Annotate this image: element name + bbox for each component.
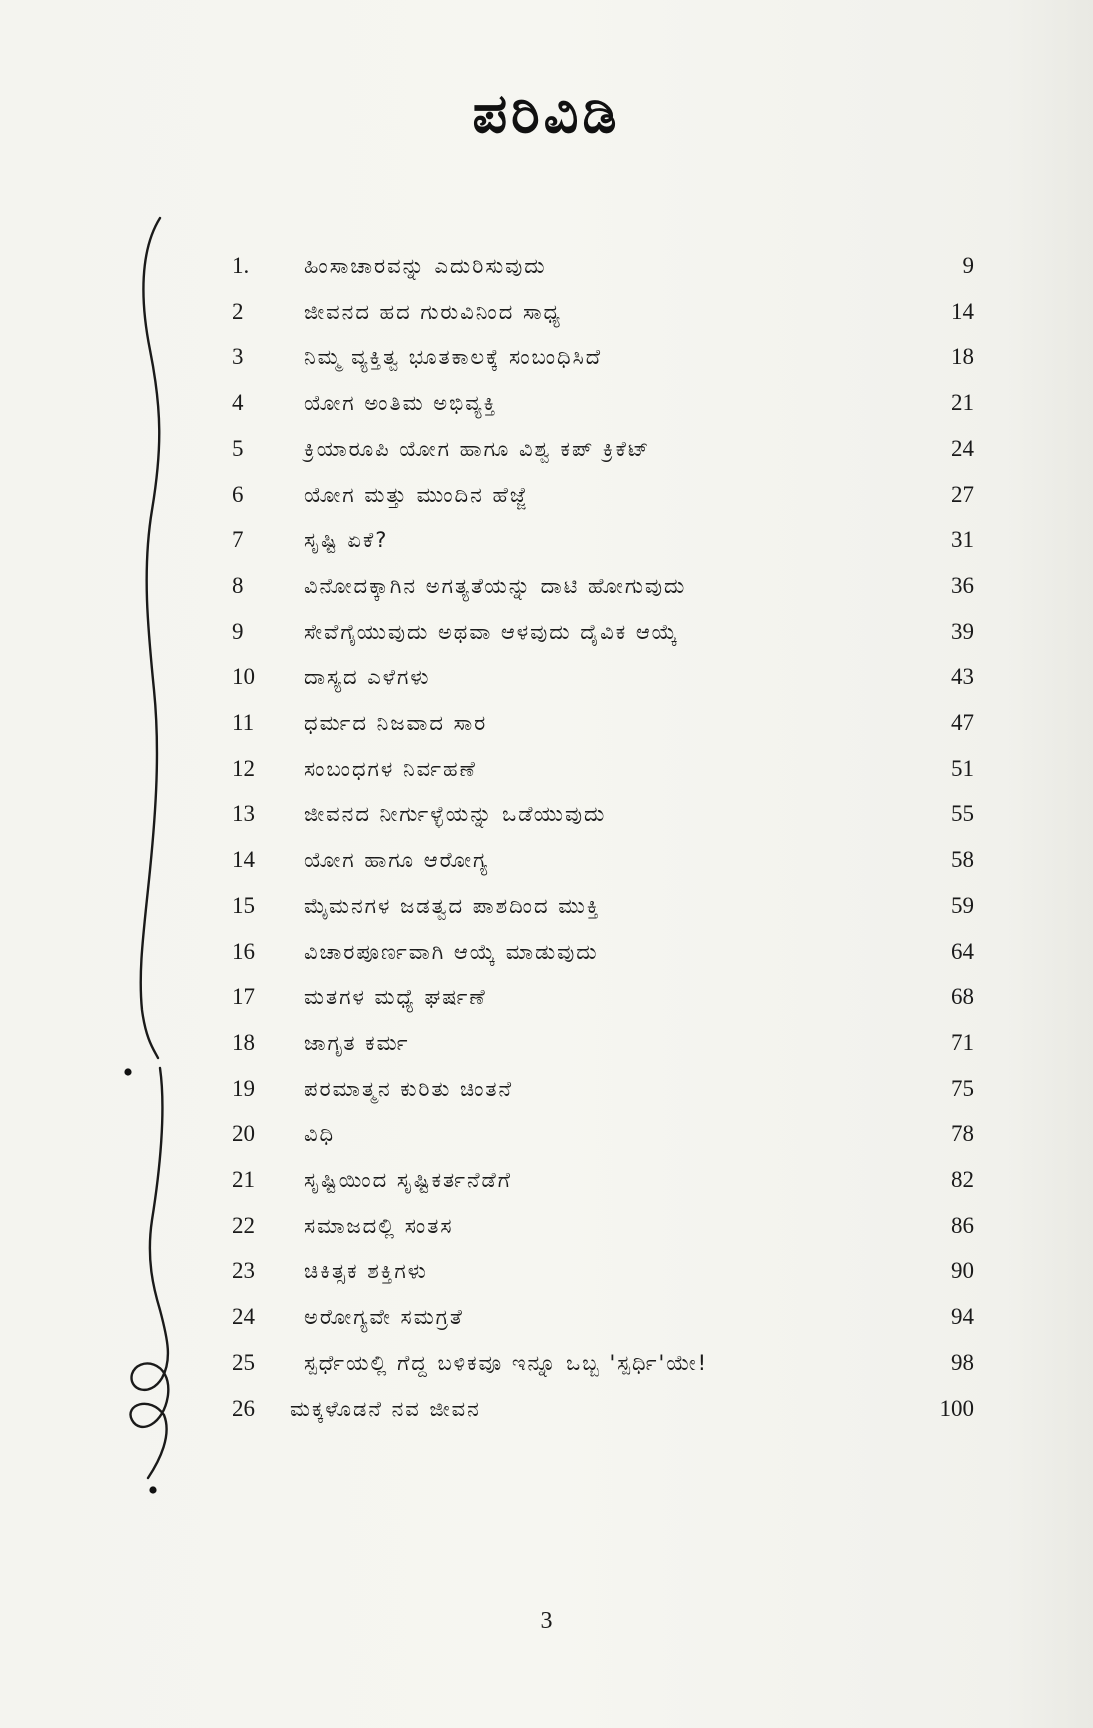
- chapter-number: 20: [232, 1121, 255, 1147]
- chapter-number: 3: [232, 344, 244, 370]
- page-number: 3: [540, 1608, 553, 1634]
- toc-row[interactable]: [0, 886, 1093, 926]
- chapter-title: ಚಿಕಿತ್ಸಕ ಶಕ್ತಿಗಳು: [304, 1259, 428, 1284]
- chapter-page: 31: [951, 527, 974, 553]
- toc-row[interactable]: [0, 1160, 1093, 1200]
- chapter-title: ಕ್ರಿಯಾರೂಪಿ ಯೋಗ ಹಾಗೂ ವಿಶ್ವ ಕಪ್ ಕ್ರಿಕೆಟ್: [304, 436, 651, 461]
- chapter-number: 17: [232, 984, 255, 1010]
- chapter-number: 24: [232, 1304, 255, 1330]
- chapter-title: ಜೀವನದ ಹದ ಗುರುವಿನಿಂದ ಸಾಧ್ಯ: [304, 299, 562, 324]
- chapter-title: ಅರೋಗ್ಯವೇ ಸಮಗ್ರತೆ: [304, 1305, 464, 1330]
- toc-row[interactable]: [0, 1343, 1093, 1383]
- toc-row[interactable]: [0, 1251, 1093, 1291]
- chapter-number: 14: [232, 847, 255, 873]
- chapter-title: ಸಮಾಜದಲ್ಲಿ ಸಂತಸ: [304, 1213, 454, 1238]
- toc-row[interactable]: [0, 932, 1093, 972]
- chapter-title: ವಿಧಿ: [304, 1122, 336, 1147]
- chapter-number: 23: [232, 1258, 255, 1284]
- toc-row[interactable]: [0, 794, 1093, 834]
- page-title: ಪರಿವಿಡಿ: [472, 82, 621, 145]
- toc-row[interactable]: [0, 1389, 1093, 1429]
- toc-row[interactable]: [0, 292, 1093, 332]
- toc-row[interactable]: [0, 703, 1093, 743]
- chapter-title: ನಿಮ್ಮ ವ್ಯಕ್ತಿತ್ವ ಭೂತಕಾಲಕ್ಕೆ ಸಂಬಂಧಿಸಿದೆ: [304, 345, 603, 370]
- chapter-number: 26: [232, 1395, 255, 1421]
- chapter-title: ಮತಗಳ ಮಧ್ಯೆ ಘರ್ಷಣೆ: [304, 985, 487, 1010]
- toc-row[interactable]: [0, 1206, 1093, 1246]
- chapter-page: 18: [951, 344, 974, 370]
- toc-row[interactable]: [0, 429, 1093, 469]
- chapter-title: ವಿನೋದಕ್ಕಾಗಿನ ಅಗತ್ಯತೆಯನ್ನು ದಾಟಿ ಹೋಗುವುದು: [304, 573, 687, 598]
- chapter-page: 59: [951, 892, 974, 918]
- chapter-number: 25: [232, 1349, 255, 1375]
- toc-row[interactable]: [0, 475, 1093, 515]
- chapter-title: ವಿಚಾರಪೂರ್ಣವಾಗಿ ಆಯ್ಕೆ ಮಾಡುವುದು: [304, 939, 599, 964]
- toc-row[interactable]: [0, 1069, 1093, 1109]
- chapter-page: 68: [951, 984, 974, 1010]
- toc-row[interactable]: [0, 657, 1093, 697]
- chapter-number: 1.: [232, 253, 250, 278]
- chapter-page: 36: [951, 572, 974, 598]
- chapter-number: 13: [232, 801, 255, 827]
- toc-row[interactable]: [0, 520, 1093, 560]
- toc-row[interactable]: [0, 1297, 1093, 1337]
- chapter-number: 12: [232, 755, 255, 781]
- toc-row[interactable]: [0, 566, 1093, 606]
- chapter-page: 58: [951, 847, 974, 873]
- chapter-page: 9: [962, 253, 974, 278]
- chapter-number: 21: [232, 1167, 255, 1192]
- chapter-number: 4: [232, 390, 244, 416]
- chapter-number: 7: [232, 527, 244, 553]
- chapter-number: 19: [232, 1075, 255, 1101]
- toc-row[interactable]: [0, 977, 1093, 1017]
- chapter-number: 15: [232, 892, 255, 918]
- chapter-page: 43: [951, 664, 974, 690]
- chapter-title: ಸಂಬಂಧಗಳ ನಿರ್ವಹಣೆ: [304, 756, 477, 781]
- toc-row[interactable]: [0, 749, 1093, 789]
- chapter-title: ಸೃಷ್ಟಿ ಏಕೆ?: [304, 528, 389, 553]
- chapter-page: 27: [951, 481, 974, 507]
- chapter-number: 2: [232, 298, 244, 324]
- chapter-number: 18: [232, 1029, 255, 1055]
- chapter-number: 6: [232, 481, 244, 507]
- chapter-title: ಯೋಗ ಅಂತಿಮ ಅಭಿವ್ಯಕ್ತಿ: [304, 391, 498, 416]
- chapter-number: 11: [232, 710, 255, 735]
- chapter-page: 64: [951, 938, 974, 964]
- chapter-number: 8: [232, 572, 244, 598]
- chapter-title: ಜಾಗೃತ ಕರ್ಮ: [304, 1030, 410, 1055]
- chapter-page: 75: [951, 1075, 974, 1101]
- chapter-title: ಹಿಂಸಾಚಾರವನ್ನು ಎದುರಿಸುವುದು: [304, 254, 547, 278]
- chapter-title: ಯೋಗ ಹಾಗೂ ಆರೋಗ್ಯ: [304, 848, 490, 873]
- chapter-page: 71: [951, 1029, 974, 1055]
- chapter-page: 51: [951, 755, 974, 781]
- chapter-page: 55: [951, 801, 974, 827]
- chapter-page: 21: [951, 390, 974, 416]
- chapter-number: 22: [232, 1212, 255, 1238]
- chapter-title: ಜೀವನದ ನೀರ್ಗುಳ್ಳೆಯನ್ನು ಒಡೆಯುವುದು: [304, 802, 607, 827]
- chapter-title: ಪರಮಾತ್ಮನ ಕುರಿತು ಚಿಂತನೆ: [304, 1076, 514, 1101]
- chapter-title: ಸೇವೆಗೈಯುವುದು ಅಥವಾ ಆಳವುದು ದೈವಿಕ ಆಯ್ಕೆ: [304, 619, 680, 644]
- chapter-number: 16: [232, 938, 255, 964]
- chapter-title: ಮಕ್ಕಳೊಡನೆ ನವ ಜೀವನ: [290, 1396, 481, 1421]
- chapter-page: 78: [951, 1121, 974, 1147]
- toc-row[interactable]: [0, 840, 1093, 880]
- chapter-page: 14: [951, 298, 974, 324]
- chapter-page: 24: [951, 435, 974, 461]
- ornament-dot-lower: [149, 1486, 156, 1493]
- chapter-number: 5: [232, 435, 244, 461]
- toc-row[interactable]: [0, 1023, 1093, 1063]
- chapter-page: 90: [951, 1258, 974, 1284]
- chapter-page: 98: [951, 1349, 974, 1375]
- chapter-page: 39: [951, 618, 974, 644]
- toc-row[interactable]: [0, 612, 1093, 652]
- chapter-page: 100: [939, 1395, 974, 1421]
- chapter-page: 86: [951, 1212, 974, 1238]
- toc-row[interactable]: [0, 1114, 1093, 1154]
- toc-row[interactable]: [0, 246, 1093, 286]
- chapter-page: 94: [951, 1304, 974, 1330]
- chapter-title: ದಾಸ್ಯದ ಎಳೆಗಳು: [304, 665, 431, 690]
- chapter-title: ಸ್ಪರ್ಧೆಯಲ್ಲಿ ಗೆದ್ದ ಬಳಿಕವೂ ಇನ್ನೂ ಒಬ್ಬ 'ಸ್ಪರ್ಧಿ'ಯೇ!: [304, 1350, 709, 1375]
- chapter-title: ಧರ್ಮದ ನಿಜವಾದ ಸಾರ: [304, 711, 488, 735]
- chapter-title: ಯೋಗ ಮತ್ತು ಮುಂದಿನ ಹೆಜ್ಜೆ: [304, 482, 529, 507]
- chapter-title: ಮೈಮನಗಳ ಜಡತ್ವದ ಪಾಶದಿಂದ ಮುಕ್ತಿ: [304, 893, 601, 918]
- toc-row[interactable]: [0, 383, 1093, 423]
- chapter-number: 10: [232, 664, 255, 690]
- chapter-number: 9: [232, 618, 244, 644]
- toc-row[interactable]: [0, 337, 1093, 377]
- chapter-title: ಸೃಷ್ಟಿಯಿಂದ ಸೃಷ್ಟಿಕರ್ತನೆಡೆಗೆ: [304, 1168, 512, 1192]
- chapter-page: 82: [951, 1167, 974, 1192]
- chapter-page: 47: [951, 710, 974, 735]
